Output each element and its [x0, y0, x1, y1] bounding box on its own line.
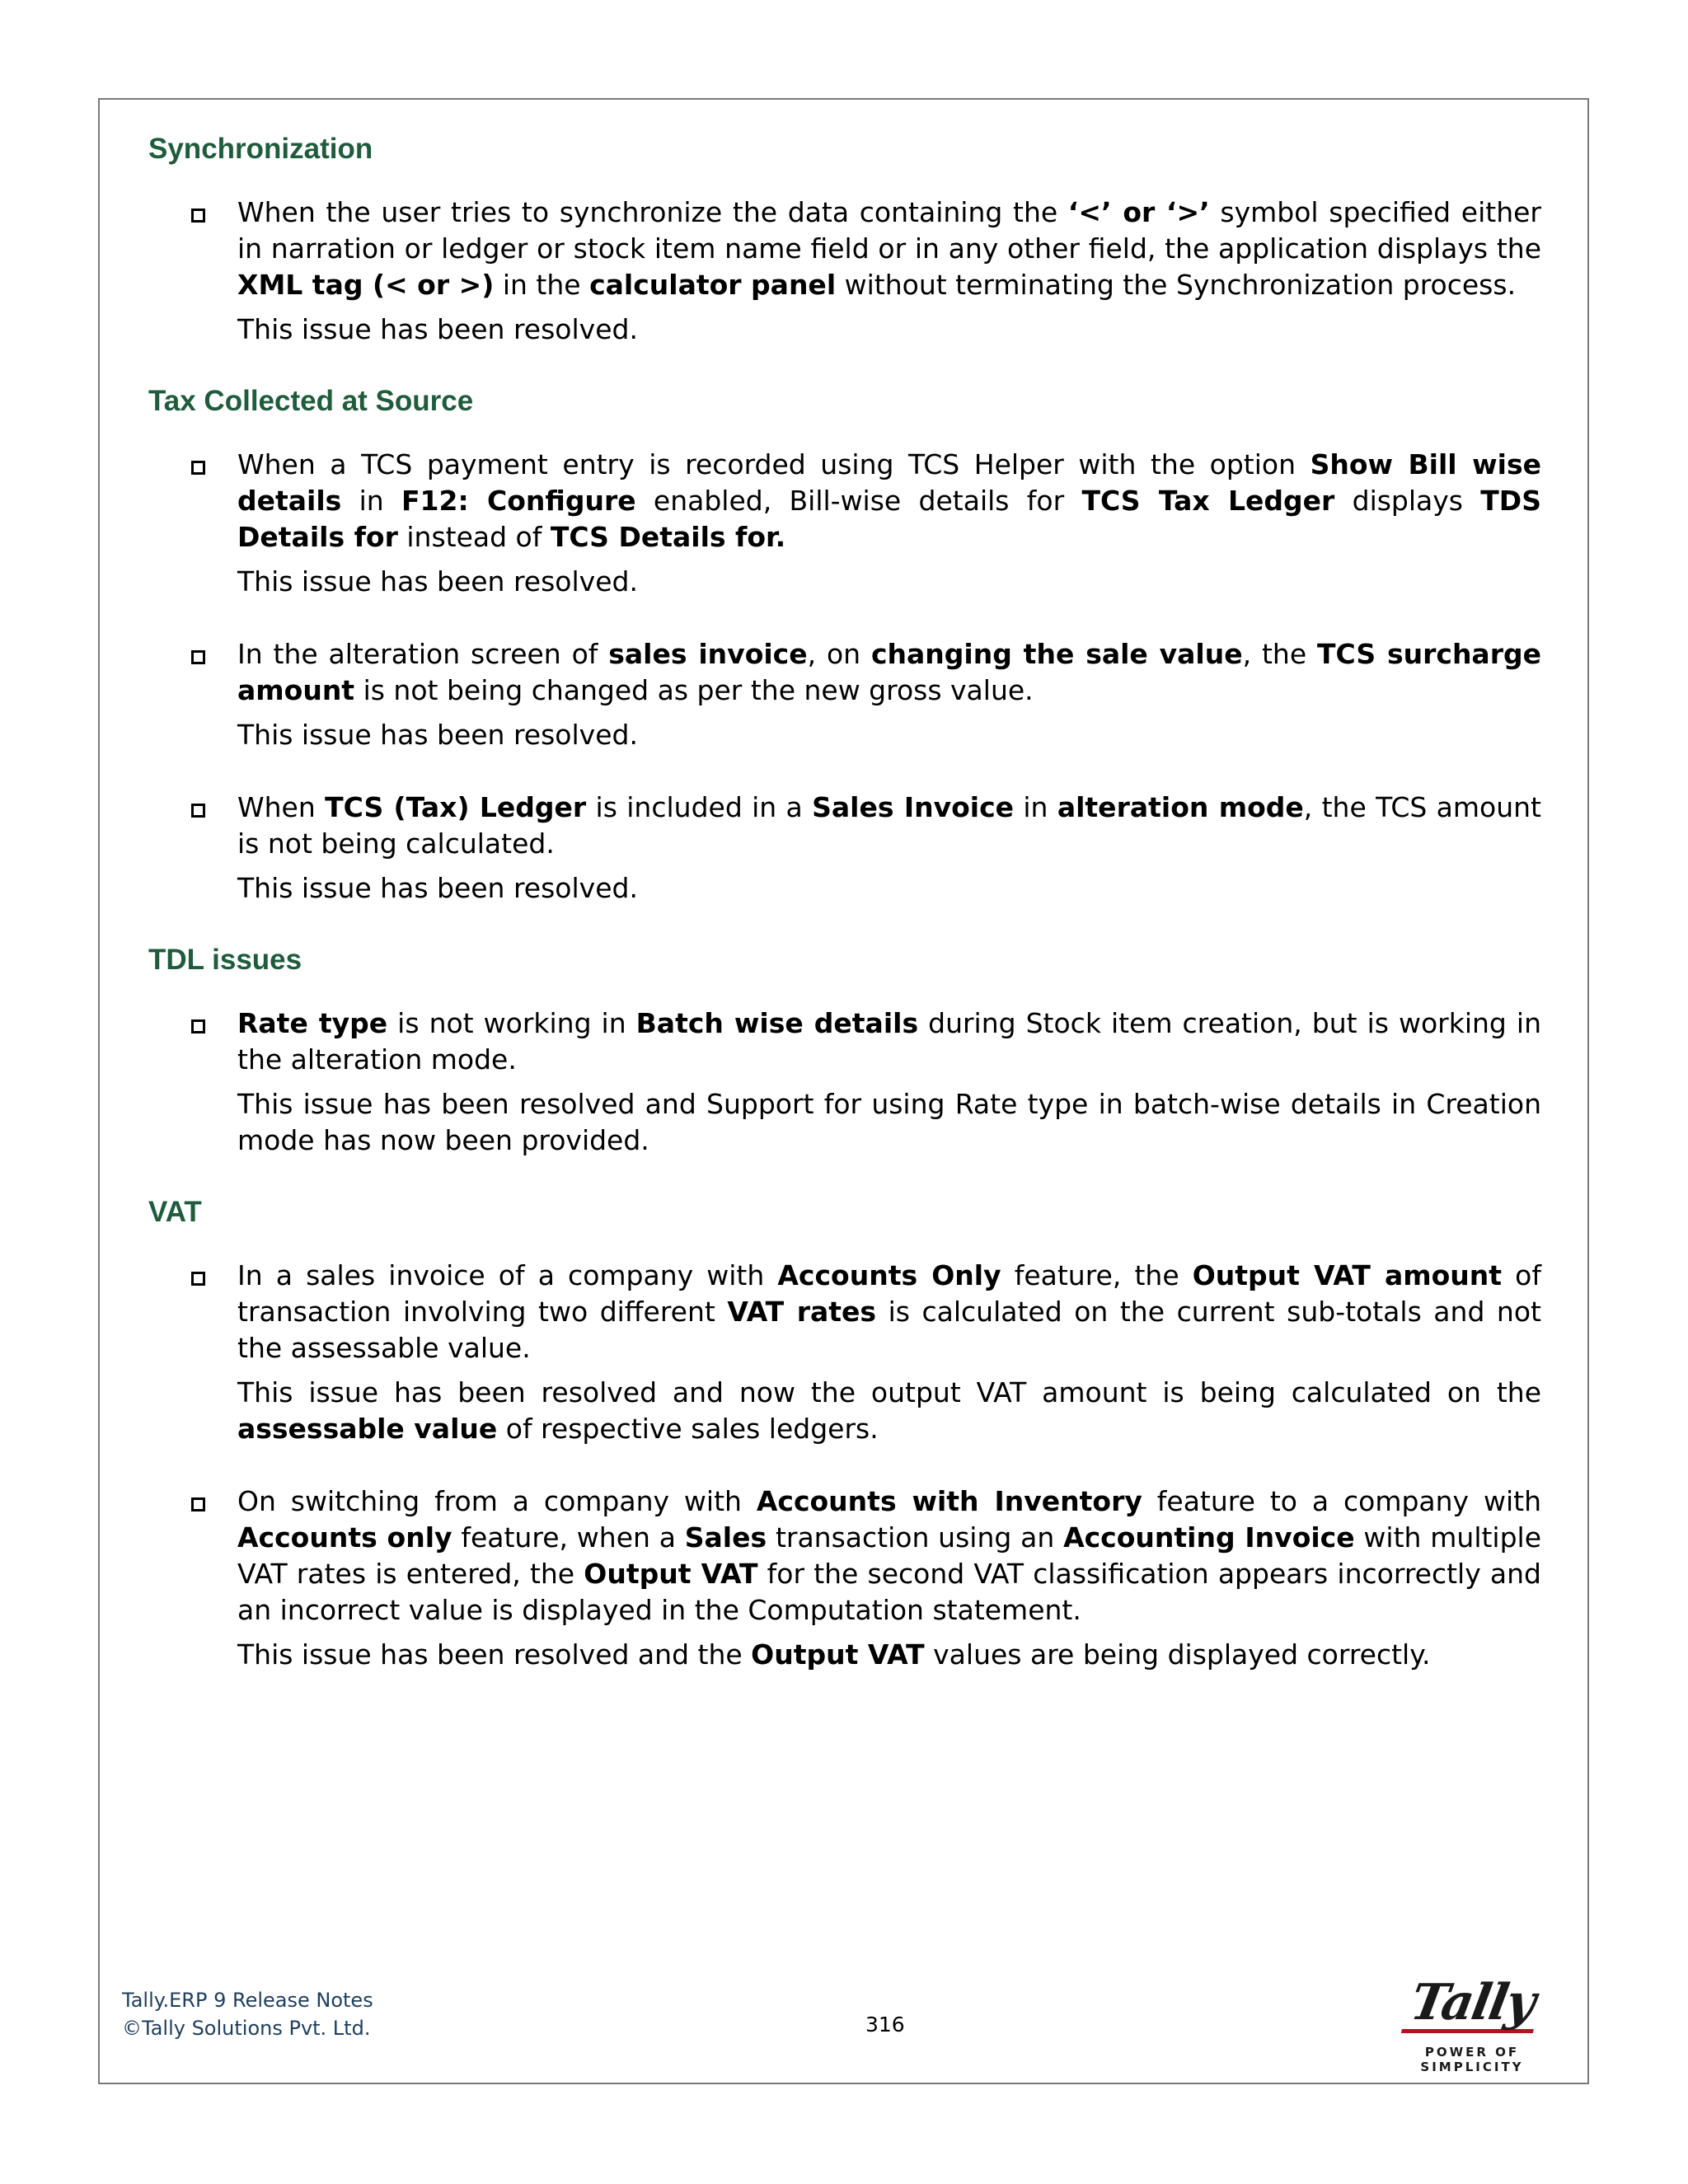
square-bullet-icon: [191, 650, 205, 664]
square-bullet-icon: [191, 461, 205, 475]
square-bullet-icon: [191, 1497, 205, 1511]
section-heading: VAT: [148, 1196, 202, 1228]
square-bullet-icon: [191, 209, 205, 223]
section-heading: TDL issues: [148, 944, 302, 976]
issue-description: In a sales invoice of a company with Accounts Only feature, the Output VAT amount of transaction involving two different VAT rates is calculated on the current sub-totals and not the assessable value.: [237, 1259, 1541, 1364]
issue-description: When the user tries to synchronize the data containing the ‘<’ or ‘>’ symbol specified either in narration or ledger or stock item name field or in any other field, the application displays the XML tag (< or >) in the calculator panel without terminating the Synchronization process.: [237, 196, 1541, 301]
resolution-text: This issue has been resolved.: [237, 565, 638, 598]
resolution-text: This issue has been resolved and Support for using Rate type in batch-wise details in Creation mode has now been provided.: [237, 1088, 1541, 1156]
issue-description: In the alteration screen of sales invoice, on changing the sale value, the TCS surcharge amount is not being changed as per the new gross value.: [237, 638, 1541, 706]
resolution-text: This issue has been resolved and the Output VAT values are being displayed correctly.: [237, 1638, 1431, 1671]
section-heading: Synchronization: [148, 133, 373, 165]
section-heading: Tax Collected at Source: [148, 385, 474, 417]
footer-left: [122, 1986, 373, 2042]
issue-description: When TCS (Tax) Ledger is included in a Sales Invoice in alteration mode, the TCS amount is not being calculated.: [237, 791, 1541, 860]
resolution-text: This issue has been resolved.: [237, 313, 638, 345]
resolution-text: This issue has been resolved.: [237, 872, 638, 904]
issue-item: [148, 790, 1541, 907]
issue-description: Rate type is not working in Batch wise details during Stock item creation, but is working in the alteration mode.: [237, 1007, 1541, 1076]
square-bullet-icon: [191, 1019, 205, 1033]
section: [148, 1195, 1541, 1673]
page-number: 316: [865, 2013, 905, 2036]
issue-item: [148, 636, 1541, 753]
square-bullet-icon: [191, 804, 205, 818]
logo-wordmark: Tally: [1401, 1976, 1543, 2033]
issue-description: When a TCS payment entry is recorded using TCS Helper with the option Show Bill wise details in F12: Configure enabled, Bill-wise details for TCS Tax Ledger displays TDS Details for instead of TCS Details for.: [237, 448, 1541, 553]
issue-description: On switching from a company with Accounts with Inventory feature to a company with Accounts only feature, when a Sales transaction using an Accounting Invoice with multiple VAT rates is entered, the Output VAT for the second VAT classification appears incorrectly and an incorrect value is displayed in the Computation statement.: [237, 1485, 1542, 1626]
resolution-text: This issue has been resolved and now the output VAT amount is being calculated on the assessable value of respective sales ledgers.: [237, 1376, 1541, 1445]
footer-copyright: ©Tally Solutions Pvt. Ltd.: [122, 2017, 371, 2040]
tally-logo: [1381, 1976, 1563, 2074]
section: [148, 384, 1541, 907]
issue-item: [148, 1005, 1541, 1159]
section: [148, 943, 1541, 1159]
resolution-text: This issue has been resolved.: [237, 719, 638, 751]
logo-tagline: POWER OF SIMPLICITY: [1420, 2045, 1524, 2074]
issue-item: [148, 447, 1541, 600]
footer-doc-title: Tally.ERP 9 Release Notes: [122, 1989, 373, 2012]
issue-item: [148, 1258, 1541, 1447]
section: [148, 132, 1541, 348]
issue-item: [148, 1483, 1541, 1673]
release-notes-body: [148, 132, 1541, 1709]
issue-item: [148, 194, 1541, 348]
square-bullet-icon: [191, 1272, 205, 1286]
